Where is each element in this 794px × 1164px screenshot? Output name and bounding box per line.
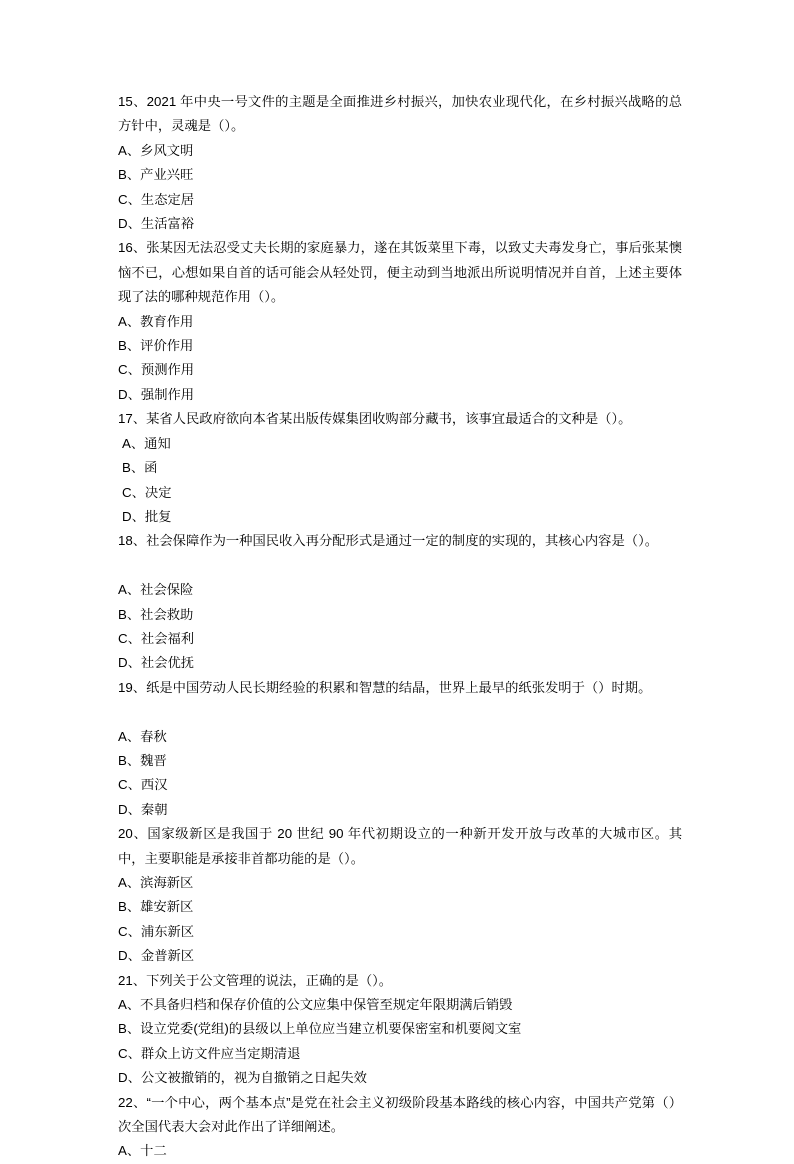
question-option[interactable]: A、通知 [122, 435, 171, 451]
question-option[interactable]: D、生活富裕 [118, 216, 195, 232]
question-option[interactable]: D、公文被撤销的，视为自撤销之日起失效 [118, 1070, 367, 1086]
blank-line [118, 554, 682, 578]
question-option[interactable]: B、评价作用 [118, 338, 194, 354]
question-option[interactable]: B、产业兴旺 [118, 167, 194, 183]
question-stem: 19、纸是中国劳动人民长期经验的积累和智慧的结晶，世界上最早的纸张发明于（）时期。 [118, 679, 652, 695]
question-option[interactable]: C、决定 [122, 484, 172, 500]
question-block [118, 236, 682, 407]
question-option[interactable]: A、教育作用 [118, 313, 194, 329]
question-option[interactable]: C、西汉 [118, 777, 168, 793]
question-option[interactable]: D、批复 [122, 508, 172, 524]
question-block [118, 1091, 682, 1164]
question-block [118, 822, 682, 968]
question-option[interactable]: A、春秋 [118, 728, 167, 744]
question-option[interactable]: A、不具备归档和保存价值的公文应集中保管至规定年限期满后销毁 [118, 997, 513, 1012]
question-list [118, 90, 682, 1164]
question-option[interactable]: A、滨海新区 [118, 874, 194, 890]
question-option[interactable]: D、强制作用 [118, 386, 195, 402]
question-option[interactable]: C、生态定居 [118, 191, 195, 207]
question-option[interactable]: C、社会福利 [118, 630, 195, 646]
question-option[interactable]: B、函 [122, 460, 158, 476]
question-block [118, 676, 682, 822]
question-stem: 15、2021 年中央一号文件的主题是全面推进乡村振兴，加快农业现代化，在乡村振兴战略的总方针中，灵魂是（）。 [118, 94, 682, 134]
question-stem: 21、下列关于公文管理的说法，正确的是（）。 [118, 972, 393, 988]
question-option[interactable]: D、秦朝 [118, 801, 168, 817]
question-option[interactable]: A、社会保险 [118, 582, 194, 598]
question-option[interactable]: C、浦东新区 [118, 923, 195, 939]
question-block [118, 407, 682, 529]
question-option[interactable]: A、乡风文明 [118, 142, 194, 158]
question-stem: 18、社会保障作为一种国民收入再分配形式是通过一定的制度的实现的，其核心内容是（）。 [118, 533, 659, 549]
question-option[interactable]: B、社会救助 [118, 606, 194, 622]
question-option[interactable]: D、金普新区 [118, 948, 195, 964]
question-stem: 20、国家级新区是我国于 20 世纪 90 年代初期设立的一种新开发开放与改革的大城市区。其中，主要职能是承接非首都功能的是（）。 [118, 826, 682, 866]
question-option[interactable]: B、雄安新区 [118, 899, 194, 915]
question-option[interactable]: B、设立党委(党组)的县级以上单位应当建立机要保密室和机要阅文室 [118, 1021, 522, 1037]
blank-line [118, 700, 682, 724]
question-option[interactable]: A、十二 [118, 1143, 167, 1159]
question-option[interactable]: C、预测作用 [118, 362, 195, 378]
question-option[interactable]: B、魏晋 [118, 752, 167, 768]
question-option[interactable]: D、社会优抚 [118, 655, 195, 671]
question-stem: 16、张某因无法忍受丈夫长期的家庭暴力，遂在其饭菜里下毒，以致丈夫毒发身亡，事后张某懊恼不已，心想如果自首的话可能会从轻处罚，便主动到当地派出所说明情况并自首，上述主要体现了法的哪种规范作用（）。 [118, 240, 682, 305]
question-block [118, 90, 682, 236]
question-block [118, 969, 682, 1091]
question-stem: 17、某省人民政府欲向本省某出版传媒集团收购部分藏书，该事宜最适合的文种是（）。 [118, 411, 632, 427]
question-block [118, 529, 682, 675]
question-option[interactable]: C、群众上访文件应当定期清退 [118, 1045, 301, 1061]
question-stem: 22、“一个中心，两个基本点”是党在社会主义初级阶段基本路线的核心内容，中国共产党第（）次全国代表大会对此作出了详细阐述。 [118, 1094, 682, 1135]
